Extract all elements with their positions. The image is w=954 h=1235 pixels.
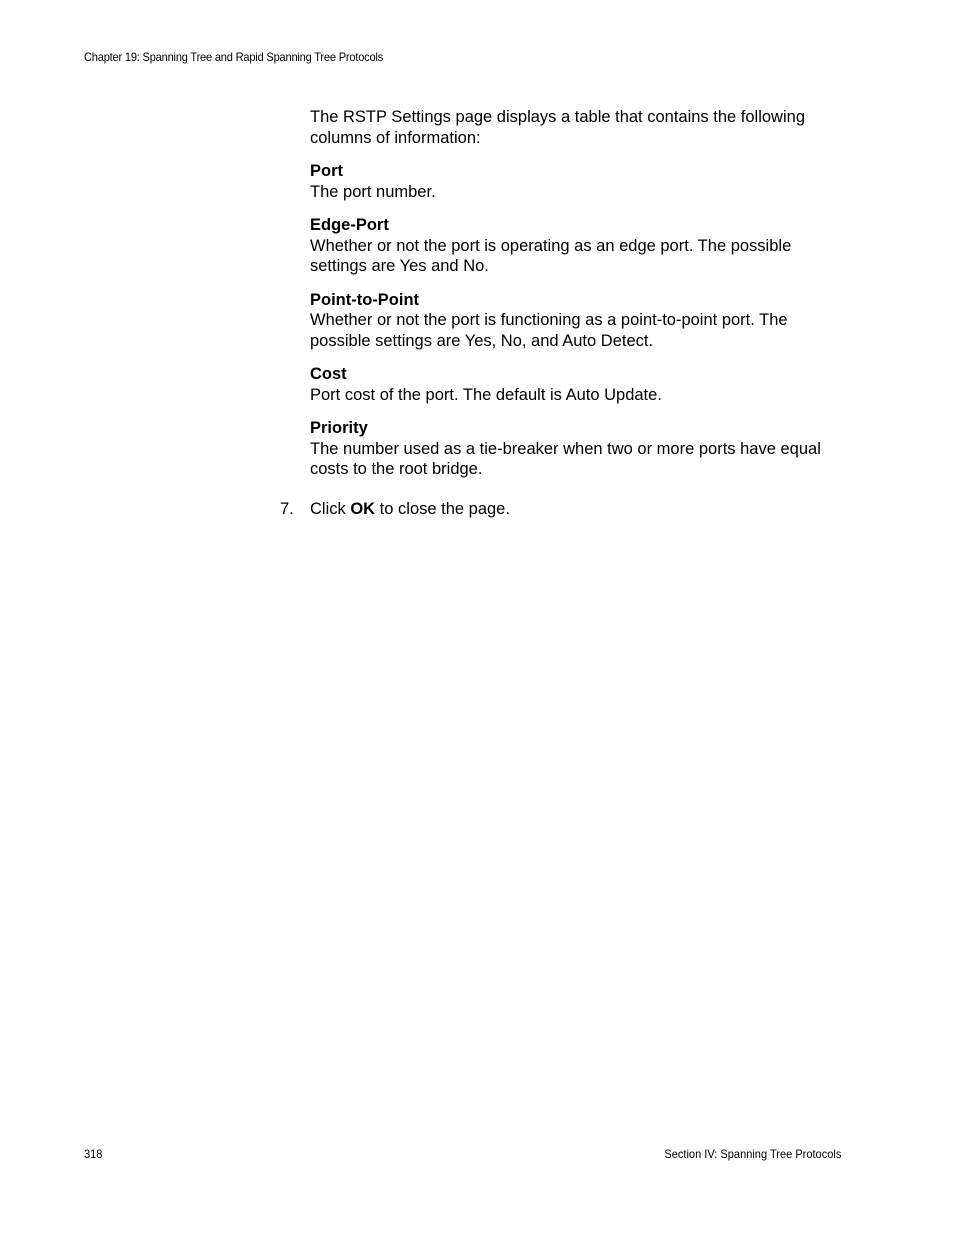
- term-description: The port number.: [310, 182, 436, 201]
- term-title: Point-to-Point: [310, 290, 420, 309]
- step-ok-emphasis: OK: [350, 500, 376, 518]
- term-title: Priority: [310, 419, 368, 437]
- step-text-after: to close the page.: [375, 500, 510, 518]
- term-description: Whether or not the port is operating as an edge port. The possible settings are Yes and No.: [310, 236, 792, 275]
- main-content: [310, 107, 850, 493]
- step-number: 7.: [280, 500, 294, 518]
- page-number: 318: [84, 1147, 103, 1161]
- term-point-to-point: [310, 290, 850, 352]
- term-description: Whether or not the port is functioning as a point-to-point port. The possible settings are Yes, No, and Auto Detect.: [310, 311, 788, 350]
- footer-section-title: Section IV: Spanning Tree Protocols: [664, 1147, 841, 1161]
- intro-paragraph: The RSTP Settings page displays a table that contains the following columns of information:: [310, 108, 805, 147]
- term-title: Edge-Port: [310, 216, 389, 234]
- term-title: Cost: [310, 365, 347, 383]
- term-cost: [310, 364, 850, 405]
- term-port: [310, 161, 850, 202]
- running-header: Chapter 19: Spanning Tree and Rapid Spanning Tree Protocols: [84, 50, 384, 64]
- term-title: Port: [310, 162, 343, 180]
- step-text-before: Click: [310, 500, 351, 518]
- term-priority: [310, 418, 850, 480]
- term-edge-port: [310, 215, 850, 277]
- term-description: The number used as a tie-breaker when two or more ports have equal costs to the root bridge.: [310, 439, 821, 478]
- term-description: Port cost of the port. The default is Auto Update.: [310, 385, 662, 404]
- step-7: [280, 499, 510, 520]
